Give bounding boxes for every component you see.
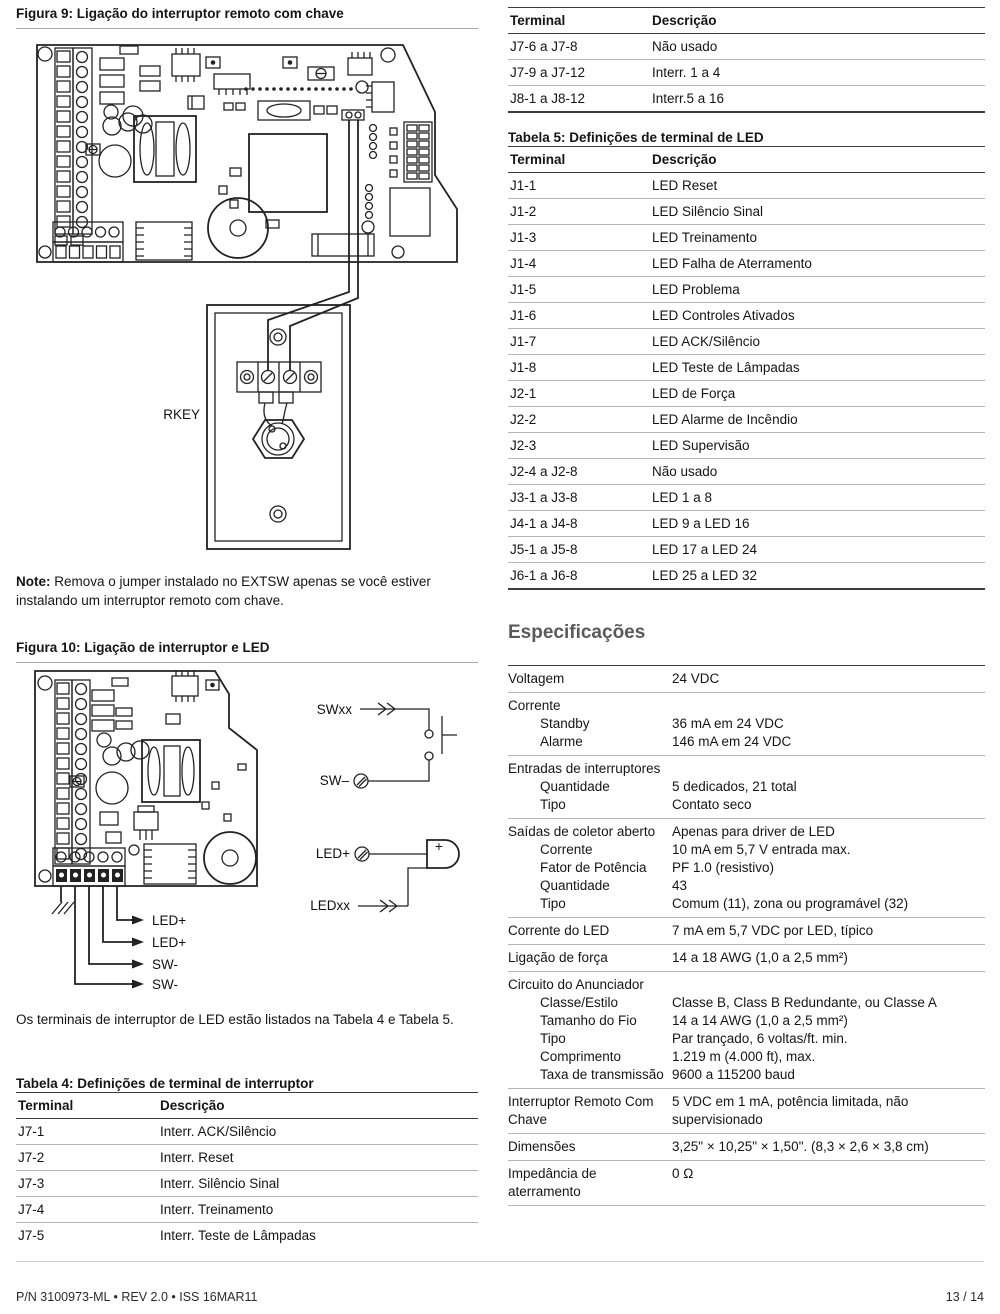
table-cell: J7-3 xyxy=(18,1175,45,1191)
table-row xyxy=(508,511,985,537)
note-paragraph xyxy=(16,572,478,610)
spec-group xyxy=(508,666,985,693)
table-cell: LED 9 a LED 16 xyxy=(652,515,750,531)
spec-value: 146 mA em 24 VDC xyxy=(672,734,792,749)
spec-row xyxy=(508,697,985,715)
spec-label: Tipo xyxy=(540,896,566,911)
spec-row xyxy=(508,1066,985,1084)
table-cell: J1-1 xyxy=(510,177,537,193)
spec-label: Tamanho do Fio xyxy=(540,1013,637,1028)
table-header-row xyxy=(16,1093,478,1119)
spec-group xyxy=(508,918,985,945)
spec-row xyxy=(508,760,985,778)
spec-row xyxy=(508,949,985,967)
table4 xyxy=(16,1092,478,1248)
spec-value: Apenas para driver de LED xyxy=(672,824,835,839)
spec-label: Circuito do Anunciador xyxy=(508,977,644,992)
table-row xyxy=(508,537,985,563)
table-cell: J7-4 xyxy=(18,1201,45,1217)
spec-label: Tipo xyxy=(540,1031,566,1046)
spec-value xyxy=(672,697,985,715)
spec-value: Par trançado, 6 voltas/ft. min. xyxy=(672,1031,848,1046)
figure9-title: Figura 9: Ligação do interruptor remoto com chave xyxy=(16,6,478,29)
spec-group xyxy=(508,693,985,756)
spec-label: Standby xyxy=(540,716,590,731)
table-row xyxy=(508,485,985,511)
table-cell: J1-4 xyxy=(510,255,537,271)
table-cell: LED Teste de Lâmpadas xyxy=(652,359,800,375)
spec-group xyxy=(508,1134,985,1161)
spec-row xyxy=(508,1012,985,1030)
table-row xyxy=(508,407,985,433)
spec-value: Contato seco xyxy=(672,797,752,812)
note-text: Remova o jumper instalado no EXTSW apenas se você estiver instalando um interruptor remoto com chave. xyxy=(16,574,431,608)
spec-value: 10 mA em 5,7 V entrada max. xyxy=(672,842,851,857)
spec-label: Tipo xyxy=(540,797,566,812)
led-plus-label: LED+ xyxy=(315,846,350,861)
spec-group xyxy=(508,756,985,819)
spec-label: Alarme xyxy=(540,734,583,749)
spec-row xyxy=(508,715,985,733)
spec-label: Corrente do LED xyxy=(508,923,610,938)
table-cell: J7-9 a J7-12 xyxy=(510,64,586,80)
spec-value: 36 mA em 24 VDC xyxy=(672,716,784,731)
table-cell: LED Supervisão xyxy=(652,437,750,453)
table-cell: LED 25 a LED 32 xyxy=(652,567,758,583)
table-row xyxy=(16,1145,478,1171)
table-row xyxy=(508,251,985,277)
spec-label: Entradas de interruptores xyxy=(508,761,661,776)
spec-row xyxy=(508,733,985,751)
sw-minus-label: SW– xyxy=(319,773,349,788)
table-row xyxy=(16,1223,478,1248)
spec-row xyxy=(508,823,985,841)
spec-group xyxy=(508,972,985,1089)
footer-page-number: 13 / 14 xyxy=(945,1290,984,1304)
spec-row xyxy=(508,1165,985,1201)
spec-label: Voltagem xyxy=(508,671,565,686)
spec-value: 1.219 m (4.000 ft), max. xyxy=(672,1049,816,1064)
table-cell: J1-8 xyxy=(510,359,537,375)
table-row xyxy=(508,329,985,355)
figure10-diagram xyxy=(16,664,478,998)
rkey-label: RKEY xyxy=(163,407,200,422)
callout-sw-minus-1: SW- xyxy=(152,957,178,972)
swxx-label: SWxx xyxy=(316,702,352,717)
table-cell: Interr. Reset xyxy=(160,1149,234,1165)
spec-value: 14 a 18 AWG (1,0 a 2,5 mm²) xyxy=(672,950,848,965)
table-cell: J1-6 xyxy=(510,307,537,323)
spec-row xyxy=(508,895,985,913)
table-cell: J8-1 a J8-12 xyxy=(510,90,586,106)
table-cell: J1-7 xyxy=(510,333,537,349)
ledxx-label: LEDxx xyxy=(310,898,350,913)
table-row xyxy=(508,86,985,111)
table-cell: J3-1 a J3-8 xyxy=(510,489,578,505)
spec-label: Quantidade xyxy=(540,779,610,794)
spec-label: Comprimento xyxy=(540,1049,622,1064)
table-cell: LED Silêncio Sinal xyxy=(652,203,764,219)
table-cell: LED Falha de Aterramento xyxy=(652,255,812,271)
figure9-diagram xyxy=(16,30,478,558)
table-cell: Interr.5 a 16 xyxy=(652,90,725,106)
spec-label: Dimensões xyxy=(508,1139,576,1154)
table-row xyxy=(16,1197,478,1223)
spec-row xyxy=(508,1030,985,1048)
spec-value: PF 1.0 (resistivo) xyxy=(672,860,775,875)
spec-value: 7 mA em 5,7 VDC por LED, típico xyxy=(672,923,874,938)
spec-row xyxy=(508,841,985,859)
table-row xyxy=(508,303,985,329)
table-cell: Terminal xyxy=(510,151,566,167)
table-cell: J2-2 xyxy=(510,411,537,427)
table-cell: J2-3 xyxy=(510,437,537,453)
led-polarity-label: + xyxy=(435,839,443,854)
table-cell: Interr. Teste de Lâmpadas xyxy=(160,1227,316,1243)
table-cell: Interr. Silêncio Sinal xyxy=(160,1175,280,1191)
table-cell: J2-4 a J2-8 xyxy=(510,463,578,479)
spec-value: 43 xyxy=(672,878,688,893)
spec-row xyxy=(508,670,985,688)
table-cell: J2-1 xyxy=(510,385,537,401)
spec-value xyxy=(672,760,985,778)
table-cell: Terminal xyxy=(510,12,566,28)
spec-label: Corrente xyxy=(540,842,593,857)
spec-value: 24 VDC xyxy=(672,671,720,686)
specifications-heading: Especificações xyxy=(508,622,646,643)
page-footer xyxy=(16,1290,984,1304)
table-header-row xyxy=(508,8,985,34)
spec-row xyxy=(508,877,985,895)
table-row xyxy=(508,563,985,588)
table-cell: J4-1 a J4-8 xyxy=(510,515,578,531)
footer-rule xyxy=(16,1261,984,1262)
callout-led-plus-2: LED+ xyxy=(152,935,187,950)
spec-row xyxy=(508,976,985,994)
spec-label: Impedância de aterramento xyxy=(508,1166,597,1199)
spec-label: Quantidade xyxy=(540,878,610,893)
table5 xyxy=(508,146,985,590)
spec-label: Classe/Estilo xyxy=(540,995,619,1010)
table-cell: Interr. 1 a 4 xyxy=(652,64,721,80)
table-cell: Descrição xyxy=(160,1097,225,1113)
spec-group xyxy=(508,945,985,972)
spec-label: Interruptor Remoto Com Chave xyxy=(508,1094,654,1127)
table-row xyxy=(508,433,985,459)
spec-row xyxy=(508,778,985,796)
table-header-row xyxy=(508,147,985,173)
table-cell: J6-1 a J6-8 xyxy=(510,567,578,583)
table-cell: LED 1 a 8 xyxy=(652,489,713,505)
spec-value xyxy=(672,976,985,994)
table-row xyxy=(16,1119,478,1145)
spec-label: Fator de Potência xyxy=(540,860,647,875)
specifications-table xyxy=(508,665,985,1206)
table-cell: Terminal xyxy=(18,1097,74,1113)
table-row xyxy=(508,277,985,303)
spec-group xyxy=(508,1161,985,1206)
table-row xyxy=(508,34,985,60)
table-cell: J1-5 xyxy=(510,281,537,297)
spec-row xyxy=(508,859,985,877)
figure10-title: Figura 10: Ligação de interruptor e LED xyxy=(16,640,478,663)
table-cell: J1-2 xyxy=(510,203,537,219)
table-cell: LED Controles Ativados xyxy=(652,307,795,323)
spec-row xyxy=(508,796,985,814)
table-cell: Interr. ACK/Silêncio xyxy=(160,1123,277,1139)
spec-value: 3,25" × 10,25" × 1,50". (8,3 × 2,6 × 3,8 cm) xyxy=(672,1139,929,1154)
table-cell: J7-6 a J7-8 xyxy=(510,38,578,54)
callout-sw-minus-2: SW- xyxy=(152,977,178,992)
note-label: Note: xyxy=(16,574,51,589)
spec-value: 5 dedicados, 21 total xyxy=(672,779,797,794)
spec-row xyxy=(508,1048,985,1066)
table-cell: LED Reset xyxy=(652,177,718,193)
spec-value: 0 Ω xyxy=(672,1166,694,1181)
table-cell: Descrição xyxy=(652,151,717,167)
spec-row xyxy=(508,1093,985,1129)
table-cell: Interr. Treinamento xyxy=(160,1201,274,1217)
table-cell: LED 17 a LED 24 xyxy=(652,541,758,557)
table-cell: Descrição xyxy=(652,12,717,28)
table-cell: J1-3 xyxy=(510,229,537,245)
table-row xyxy=(508,173,985,199)
callout-led-plus-1: LED+ xyxy=(152,913,187,928)
table-cell: Não usado xyxy=(652,38,718,54)
table-cell: LED Problema xyxy=(652,281,740,297)
body-paragraph: Os terminais de interruptor de LED estão listados na Tabela 4 e Tabela 5. xyxy=(16,1012,454,1027)
table-cell: Não usado xyxy=(652,463,718,479)
spec-value: 14 a 14 AWG (1,0 a 2,5 mm²) xyxy=(672,1013,848,1028)
table-cell: J7-5 xyxy=(18,1227,45,1243)
table-cell: J7-2 xyxy=(18,1149,45,1165)
spec-value: 9600 a 115200 baud xyxy=(672,1067,795,1082)
table-row xyxy=(508,355,985,381)
table-row xyxy=(508,381,985,407)
table5-title: Tabela 5: Definições de terminal de LED xyxy=(508,130,764,145)
spec-label: Saídas de coletor aberto xyxy=(508,824,656,839)
spec-value: Classe B, Class B Redundante, ou Classe A xyxy=(672,995,937,1010)
spec-group xyxy=(508,1089,985,1134)
table-row xyxy=(508,199,985,225)
table-row xyxy=(508,60,985,86)
table4-title: Tabela 4: Definições de terminal de interruptor xyxy=(16,1076,314,1091)
table-cell: LED Treinamento xyxy=(652,229,758,245)
table-row xyxy=(16,1171,478,1197)
spec-label: Corrente xyxy=(508,698,561,713)
table-cell: LED ACK/Silêncio xyxy=(652,333,761,349)
table-cell: LED Alarme de Incêndio xyxy=(652,411,798,427)
switch-terminal-table-continued xyxy=(508,7,985,113)
table-cell: J7-1 xyxy=(18,1123,45,1139)
spec-value: Comum (11), zona ou programável (32) xyxy=(672,896,909,911)
table-row xyxy=(508,459,985,485)
table-row xyxy=(508,225,985,251)
table-cell: J5-1 a J5-8 xyxy=(510,541,578,557)
spec-row xyxy=(508,994,985,1012)
spec-row xyxy=(508,922,985,940)
spec-label: Ligação de força xyxy=(508,950,608,965)
spec-value: 5 VDC em 1 mA, potência limitada, não supervisionado xyxy=(672,1094,909,1127)
spec-row xyxy=(508,1138,985,1156)
footer-part-number: P/N 3100973-ML • REV 2.0 • ISS 16MAR11 xyxy=(16,1290,258,1304)
spec-label: Taxa de transmissão xyxy=(540,1067,664,1082)
spec-group xyxy=(508,819,985,918)
table-cell: LED de Força xyxy=(652,385,736,401)
